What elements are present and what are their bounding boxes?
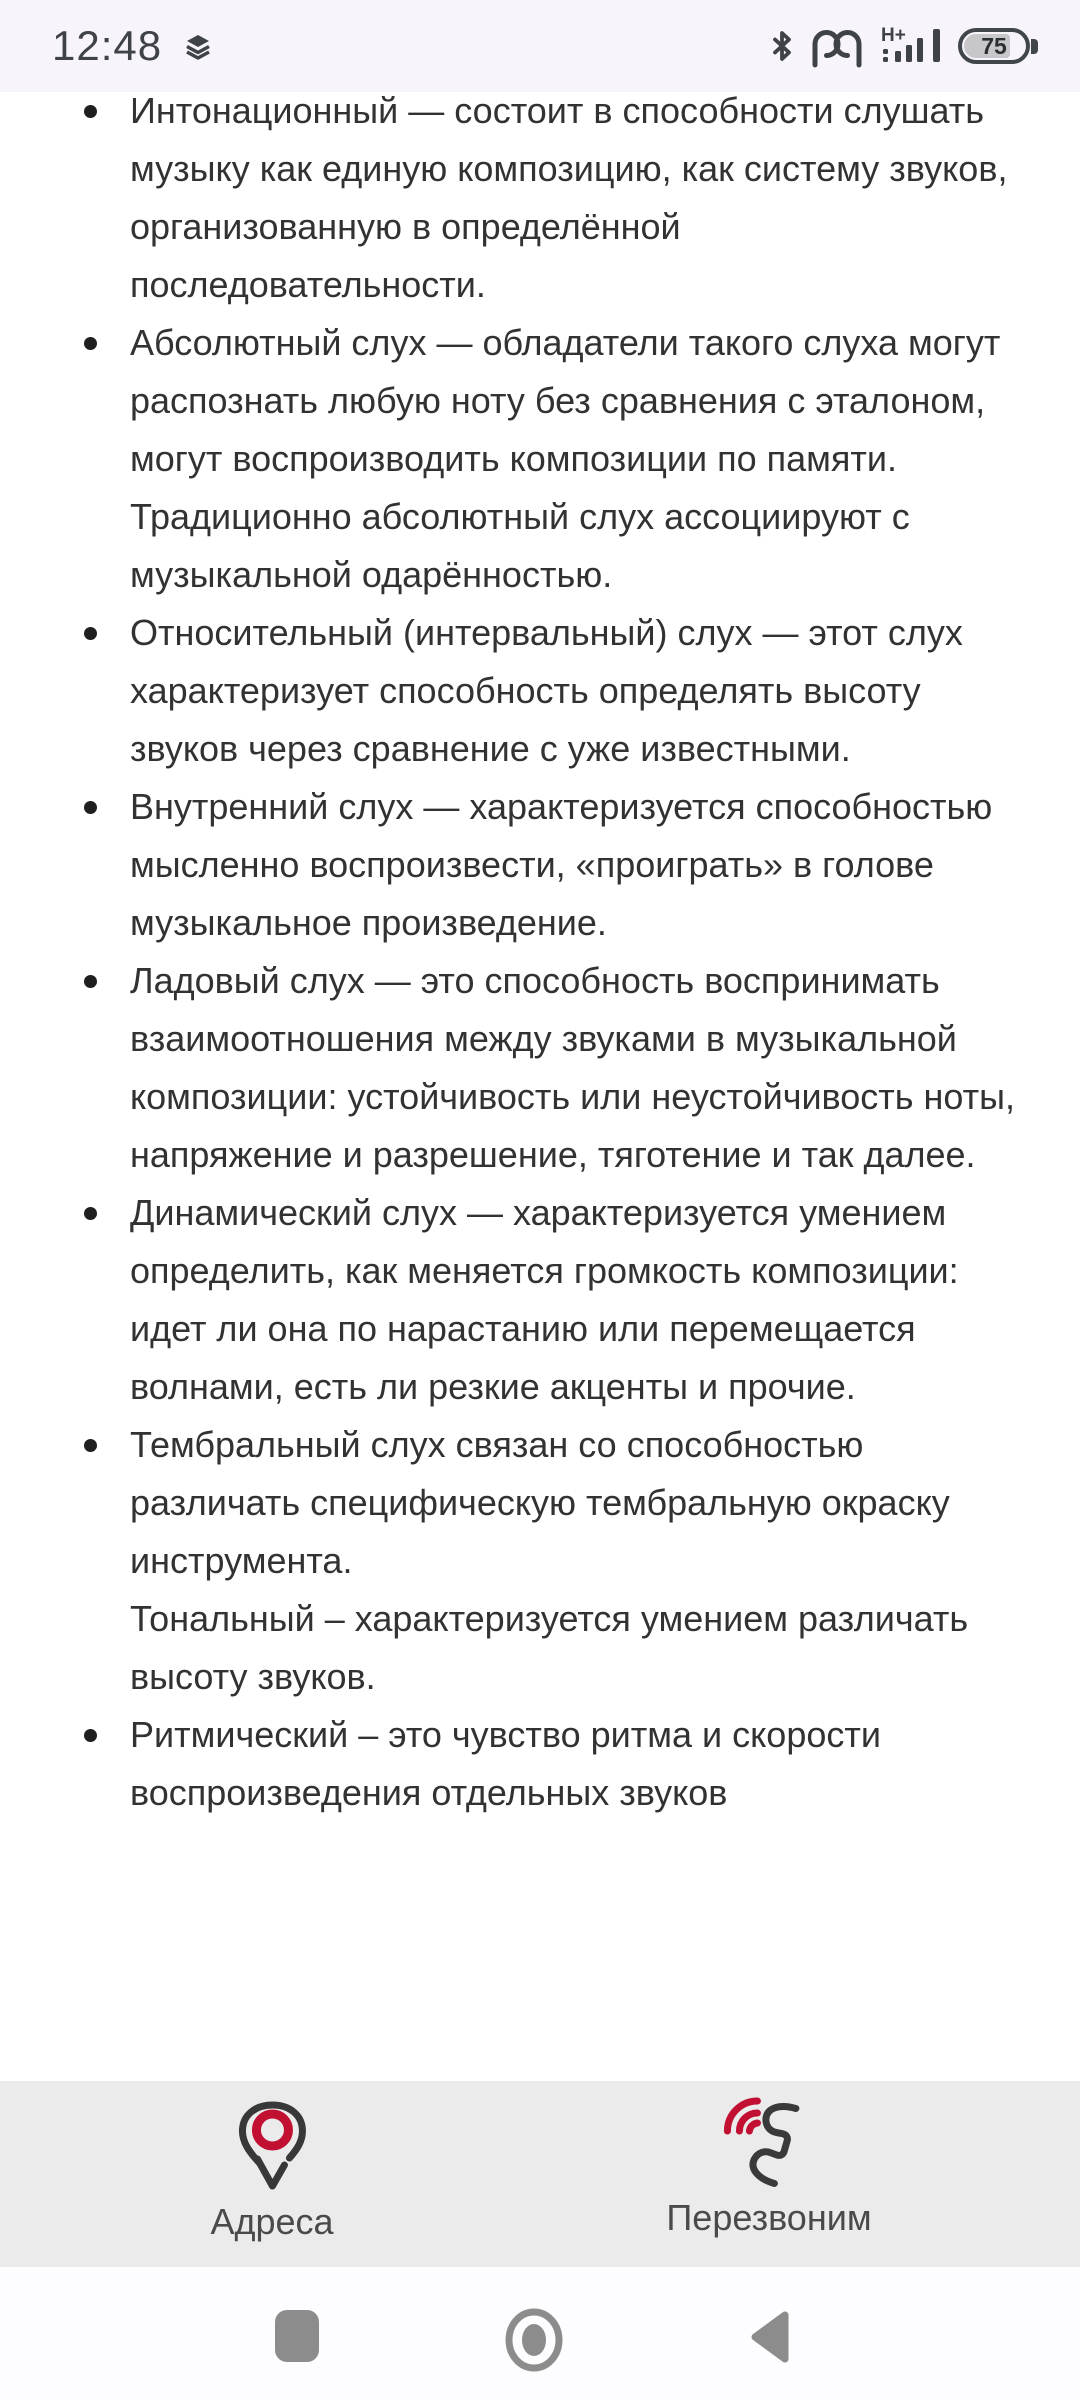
bullet-item	[0, 1706, 1016, 1822]
bullet-item	[0, 1416, 1016, 1706]
bullet-paragraph: Относительный (интервальный) слух — этот слух характеризует способность определять высоту звуков через сравнение с уже известными.	[130, 612, 963, 769]
bullet-paragraph: Интонационный — состоит в способности слушать музыку как единую композицию, как систему звуков, организованную в определённой последовательности.	[130, 92, 1008, 305]
callback-label: Перезвоним	[666, 2197, 872, 2238]
bluetooth-icon	[770, 30, 794, 62]
bullet-item	[0, 604, 1016, 778]
bullet-paragraph: Абсолютный слух — обладатели такого слуха могут распознать любую ноту без сравнения с эталоном, могут воспроизводить композиции по памяти. Традиционно абсолютный слух ассоциируют с музыкальной одарённостью.	[130, 322, 1001, 595]
callback-button[interactable]	[666, 2081, 871, 2267]
battery-icon	[958, 28, 1030, 64]
recents-button[interactable]	[272, 2307, 322, 2368]
status-bar	[0, 0, 1080, 92]
bullet-paragraph: Ладовый слух — это способность воспринимать взаимоотношения между звуками в музыкальной композиции: устойчивость или неустойчивость ноты, напряжение и разрешение, тяготение и так далее.	[130, 960, 1016, 1175]
android-nav-bar	[0, 2267, 1080, 2400]
home-circle-icon	[502, 2307, 566, 2373]
bullet-item	[0, 778, 1016, 952]
bullet-list	[0, 92, 1080, 1822]
cell-signal-icon	[880, 25, 944, 67]
location-pin-icon	[232, 2095, 312, 2195]
recents-square-icon	[272, 2307, 322, 2365]
home-button[interactable]	[502, 2307, 566, 2376]
sim2-signal-bar-icon	[933, 29, 940, 62]
bottom-action-bar	[0, 2081, 1080, 2267]
bullet-paragraph: Ритмический – это чувство ритма и скорости воспроизведения отдельных звуков	[130, 1714, 881, 1813]
back-button[interactable]	[747, 2307, 793, 2370]
status-bar-right	[770, 23, 1036, 69]
battery-nub	[1031, 39, 1038, 54]
status-time: 12:48	[52, 22, 163, 69]
network-type-label: H+	[881, 25, 906, 46]
earbuds-icon	[808, 23, 866, 69]
back-triangle-icon	[747, 2307, 793, 2367]
bullet-item	[0, 92, 1016, 314]
bullet-paragraph: Динамический слух — характеризуется умением определить, как меняется громкость композиции: идет ли она по нарастанию или перемещается волнами, есть ли резкие акценты и прочие.	[130, 1192, 959, 1407]
bullet-item	[0, 1184, 1016, 1416]
bullet-item	[0, 314, 1016, 604]
bullet-item	[0, 952, 1016, 1184]
status-bar-left	[52, 22, 212, 70]
bullet-paragraph: Тембральный слух связан со способностью различать специфическую тембральную окраску инструмента.	[130, 1424, 950, 1581]
battery-percent: 75	[981, 32, 1007, 59]
article-content[interactable]	[0, 92, 1080, 2081]
bullet-paragraph: Внутренний слух — характеризуется способностью мысленно воспроизвести, «проиграть» в голове музыкальное произведение.	[130, 786, 993, 943]
callback-phone-icon	[719, 2095, 819, 2191]
addresses-button[interactable]	[210, 2081, 333, 2267]
addresses-label: Адреса	[210, 2201, 334, 2242]
bullet-paragraph: Тональный – характеризуется умением различать высоту звуков.	[130, 1598, 969, 1697]
layers-icon	[184, 32, 212, 60]
